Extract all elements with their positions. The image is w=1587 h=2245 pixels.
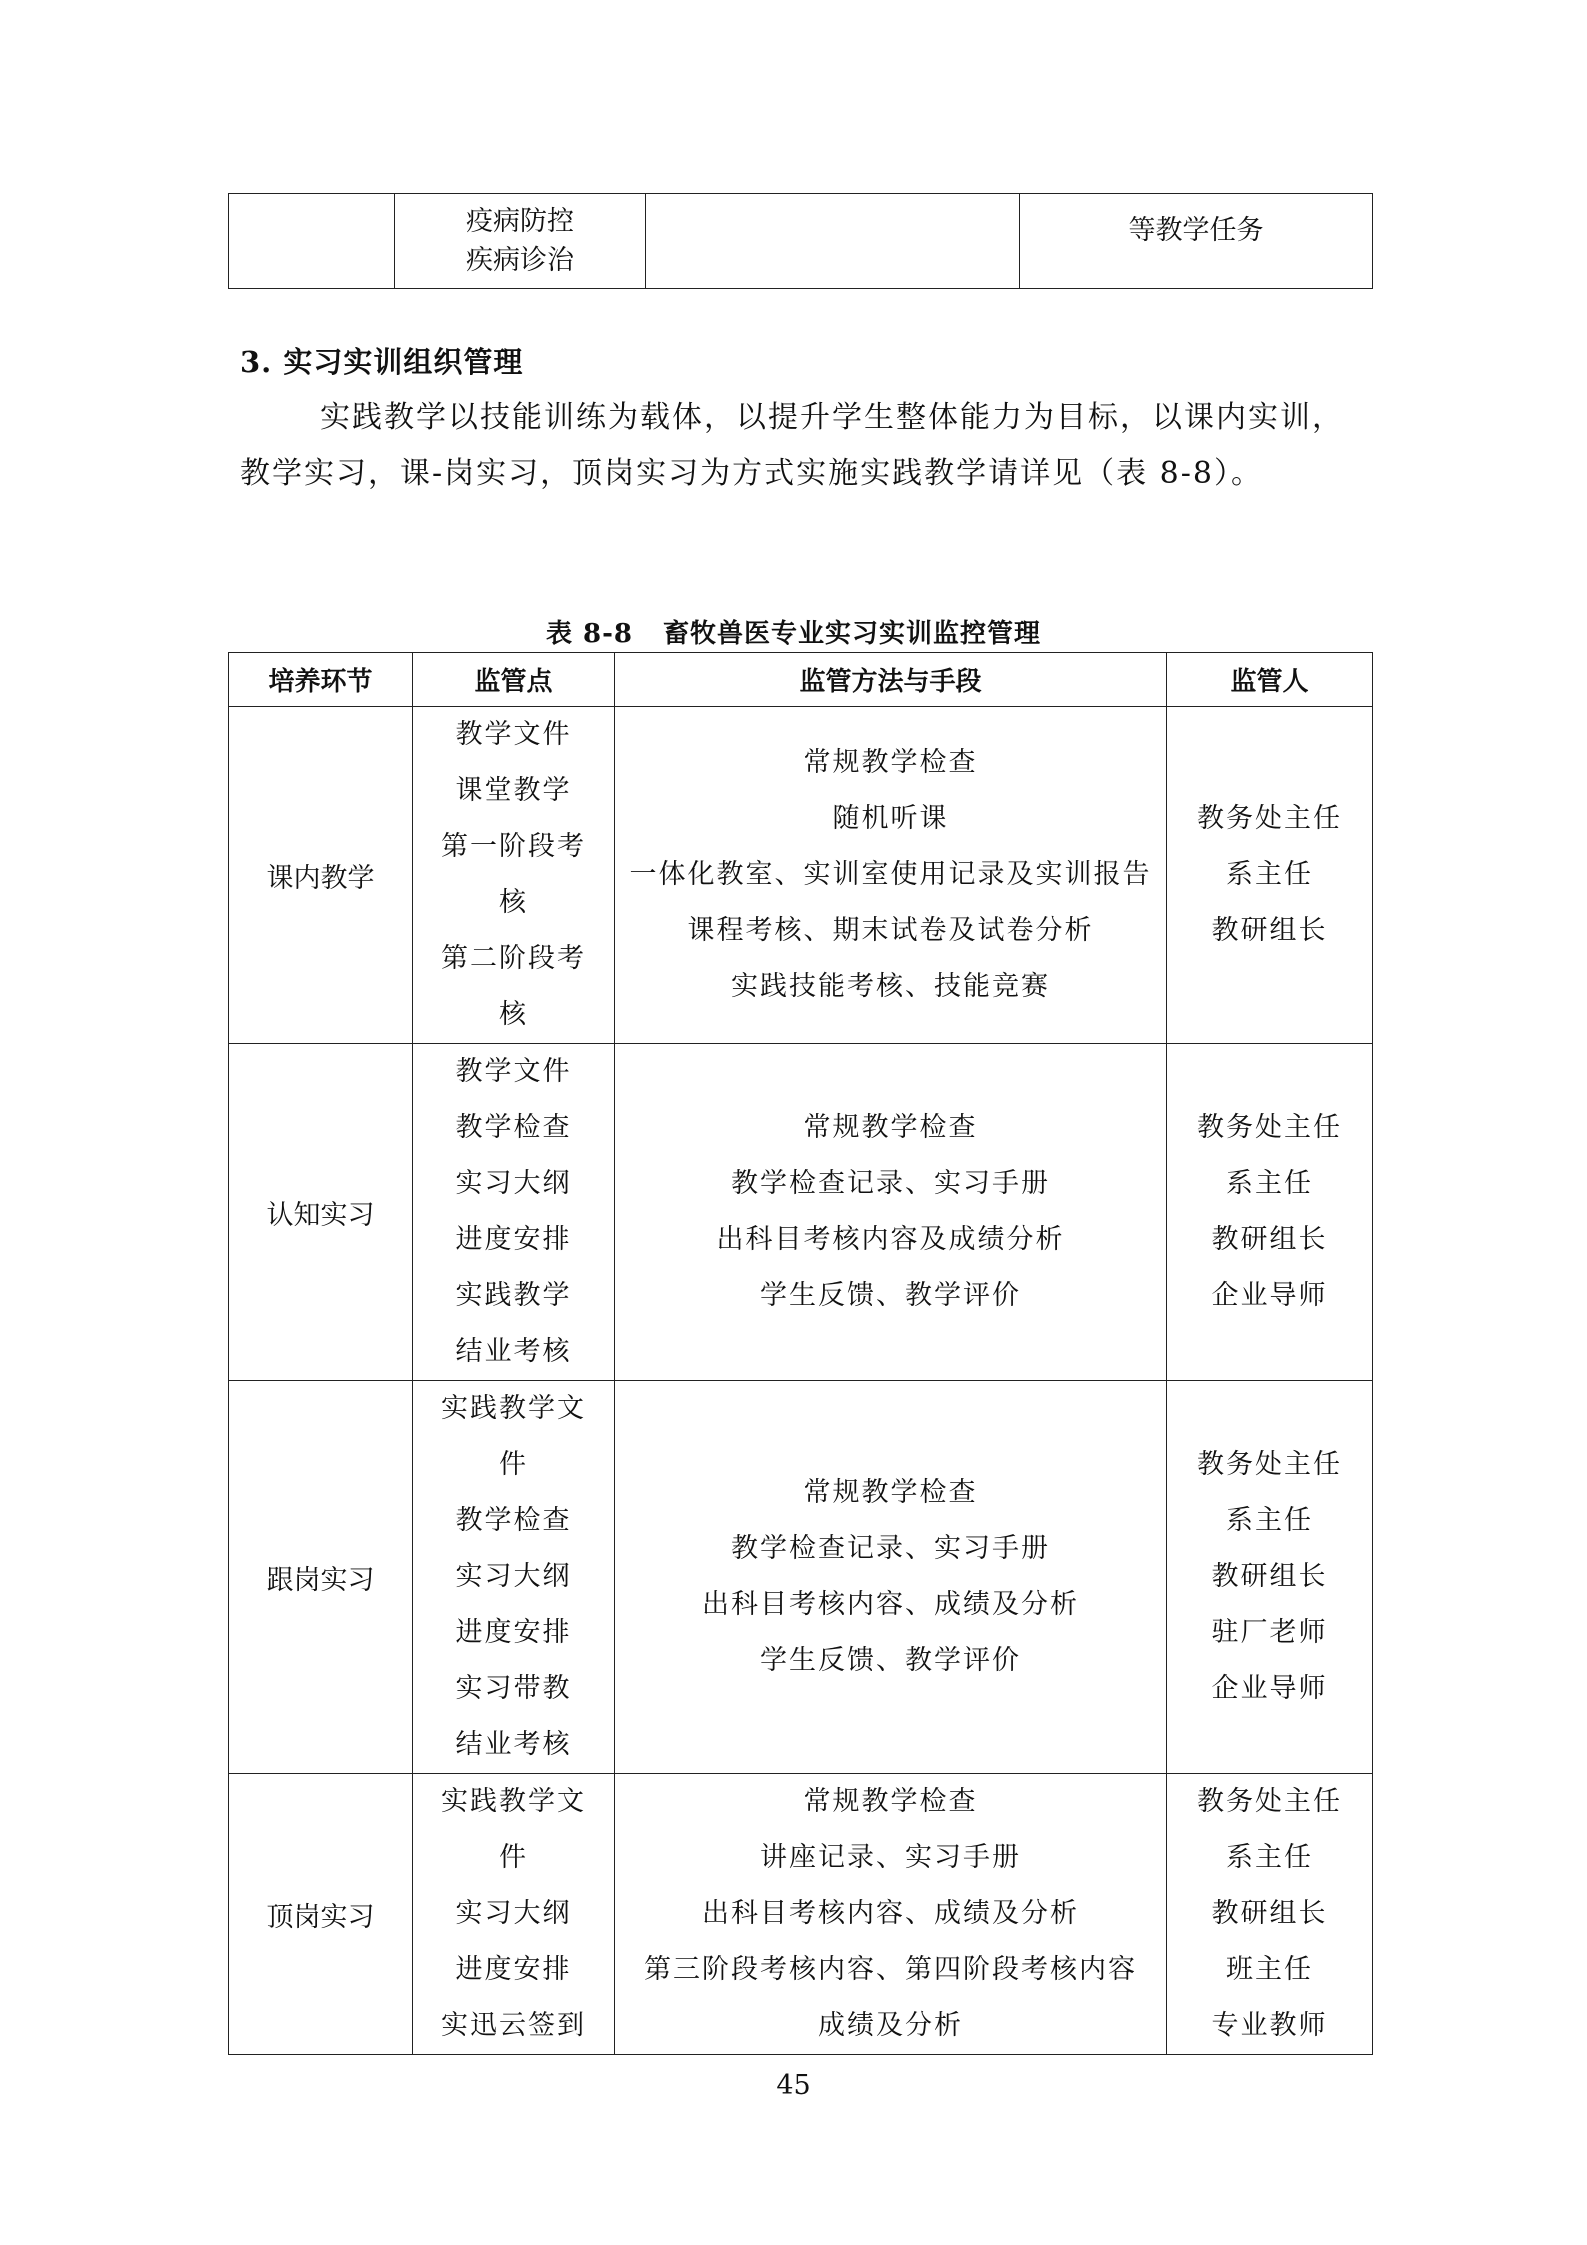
method-line: 第三阶段考核内容、第四阶段考核内容 <box>644 1954 1137 1985</box>
table-row <box>229 194 1373 289</box>
point-line: 第二阶段考 <box>441 943 586 974</box>
point-line: 件 <box>499 1842 528 1873</box>
method-line: 学生反馈、教学评价 <box>760 1280 1021 1311</box>
point-line: 实践教学文 <box>441 1393 586 1424</box>
supervisor-line: 教务处主任 <box>1197 1786 1342 1817</box>
supervisor-line: 系主任 <box>1226 1168 1313 1199</box>
table-caption <box>0 613 1587 650</box>
section-paragraph: 实践教学以技能训练为载体，以提升学生整体能力为目标，以课内实训，教学实习，课-岗实习，顶岗实习为方式实施实践教学请详见（表 8-8）。 <box>240 400 1344 491</box>
point-line: 实践教学 <box>455 1280 572 1311</box>
supervisor-line: 班主任 <box>1226 1954 1313 1985</box>
point-line: 结业考核 <box>455 1729 572 1760</box>
column-header: 培养环节 <box>229 653 413 707</box>
method-line: 讲座记录、实习手册 <box>760 1842 1021 1873</box>
supervisors-cell <box>1167 1774 1373 2055</box>
supervisor-line: 企业导师 <box>1211 1673 1328 1704</box>
point-line: 进度安排 <box>455 1617 572 1648</box>
methods-cell <box>615 1044 1167 1381</box>
supervisor-line: 教研组长 <box>1211 1224 1328 1255</box>
table-cell <box>646 194 1020 289</box>
supervisor-line: 教研组长 <box>1211 1898 1328 1929</box>
point-line: 教学检查 <box>455 1112 572 1143</box>
table-row <box>229 1774 1373 2055</box>
supervisors-cell <box>1167 707 1373 1044</box>
supervisor-line: 教研组长 <box>1211 1561 1328 1592</box>
points-cell <box>413 707 615 1044</box>
continued-table <box>228 193 1373 289</box>
stage-cell: 课内教学 <box>229 707 413 1044</box>
supervision-table <box>228 652 1373 2055</box>
method-line: 一体化教室、实训室使用记录及实训报告 <box>629 859 1152 890</box>
point-line: 进度安排 <box>455 1954 572 1985</box>
table-cell: 等教学任务 <box>1020 194 1373 289</box>
supervisor-line: 专业教师 <box>1211 2010 1328 2041</box>
stage-cell: 认知实习 <box>229 1044 413 1381</box>
methods-cell <box>615 1774 1167 2055</box>
point-line: 实习大纲 <box>455 1898 572 1929</box>
supervisor-line: 企业导师 <box>1211 1280 1328 1311</box>
supervisors-cell <box>1167 1044 1373 1381</box>
supervisor-line: 教研组长 <box>1211 915 1328 946</box>
methods-cell <box>615 1381 1167 1774</box>
table-row <box>229 707 1373 1044</box>
methods-cell <box>615 707 1167 1044</box>
table-title: 畜牧兽医专业实习实训监控管理 <box>663 619 1042 649</box>
point-line: 核 <box>499 999 528 1030</box>
column-header: 监管人 <box>1167 653 1373 707</box>
supervisor-line: 教务处主任 <box>1197 1112 1342 1143</box>
method-line: 课程考核、期末试卷及试卷分析 <box>687 915 1094 946</box>
method-line: 常规教学检查 <box>803 1112 978 1143</box>
point-line: 实践教学文 <box>441 1786 586 1817</box>
point-line: 教学文件 <box>455 1056 572 1087</box>
supervisor-line: 系主任 <box>1226 1505 1313 1536</box>
method-line: 随机听课 <box>832 803 949 834</box>
supervisor-line: 驻厂老师 <box>1211 1617 1328 1648</box>
cell-line: 疫病防控 <box>466 206 574 237</box>
method-line: 学生反馈、教学评价 <box>760 1645 1021 1676</box>
point-line: 实习带教 <box>455 1673 572 1704</box>
stage-cell: 跟岗实习 <box>229 1381 413 1774</box>
column-header: 监管方法与手段 <box>615 653 1167 707</box>
point-line: 结业考核 <box>455 1336 572 1367</box>
point-line: 教学检查 <box>455 1505 572 1536</box>
table-header-row <box>229 653 1373 707</box>
supervisor-line: 教务处主任 <box>1197 1449 1342 1480</box>
page-number: 45 <box>776 2070 811 2101</box>
method-line: 常规教学检查 <box>803 1786 978 1817</box>
supervisor-line: 系主任 <box>1226 859 1313 890</box>
method-line: 常规教学检查 <box>803 747 978 778</box>
table-row <box>229 1044 1373 1381</box>
method-line: 出科目考核内容及成绩分析 <box>716 1224 1065 1255</box>
cell-line: 疾病诊治 <box>466 245 574 276</box>
point-line: 实习大纲 <box>455 1168 572 1199</box>
point-line: 实习大纲 <box>455 1561 572 1592</box>
points-cell <box>413 1774 615 2055</box>
point-line: 实迅云签到 <box>441 2010 586 2041</box>
method-line: 教学检查记录、实习手册 <box>731 1533 1050 1564</box>
points-cell <box>413 1381 615 1774</box>
point-line: 教学文件 <box>455 719 572 750</box>
method-line: 出科目考核内容、成绩及分析 <box>702 1589 1079 1620</box>
supervisor-line: 系主任 <box>1226 1842 1313 1873</box>
point-line: 课堂教学 <box>455 775 572 806</box>
method-line: 教学检查记录、实习手册 <box>731 1168 1050 1199</box>
stage-cell: 顶岗实习 <box>229 1774 413 2055</box>
point-line: 核 <box>499 887 528 918</box>
point-line: 件 <box>499 1449 528 1480</box>
section-heading: 3. 实习实训组织管理 <box>240 345 524 379</box>
method-line: 常规教学检查 <box>803 1477 978 1508</box>
point-line: 第一阶段考 <box>441 831 586 862</box>
supervisors-cell <box>1167 1381 1373 1774</box>
table-cell <box>229 194 395 289</box>
supervisor-line: 教务处主任 <box>1197 803 1342 834</box>
table-number: 表 8-8 <box>545 619 633 649</box>
method-line: 出科目考核内容、成绩及分析 <box>702 1898 1079 1929</box>
method-line: 实践技能考核、技能竞赛 <box>731 971 1050 1002</box>
points-cell <box>413 1044 615 1381</box>
point-line: 进度安排 <box>455 1224 572 1255</box>
column-header: 监管点 <box>413 653 615 707</box>
table-row <box>229 1381 1373 1774</box>
table-cell <box>395 194 646 289</box>
method-line: 成绩及分析 <box>818 2010 963 2041</box>
